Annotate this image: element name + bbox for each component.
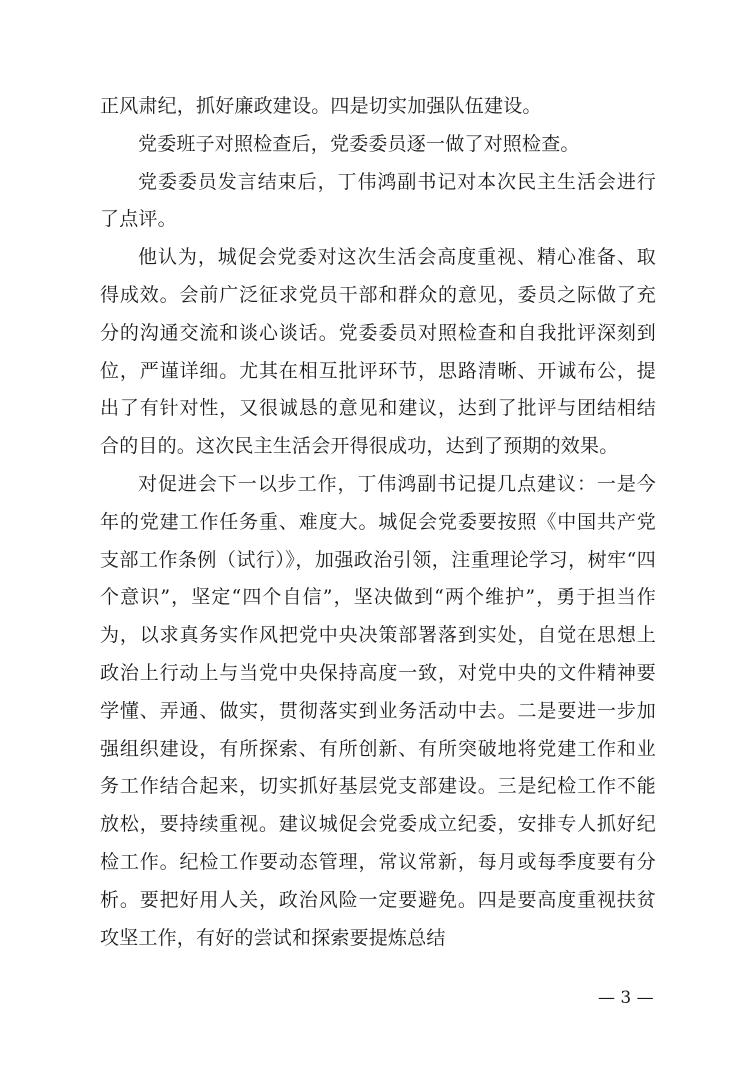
paragraph-2: 党委班子对照检查后，党委委员逐一做了对照检查。 xyxy=(138,132,580,155)
paragraph-4: 他认为，城促会党委对这次生活会高度重视、精心准备、取得成效。会前广泛征求党员干部和群众的意见，委员之际做了充分的沟通交流和谈心谈话。党委委员对照检查和自我批评深刻到位，严谨详细。尤其在相互批评环节，思路清晰、开诚布公，提出了有针对性，又很诚恳的意见和建议，达到了批评与团结相结合的目的。这次民主生活会开得很成功，达到了预期的效果。 xyxy=(100,246,656,458)
paragraph-5: 对促进会下一以步工作，丁伟鸿副书记提几点建议：一是今年的党建工作任务重、难度大。城促会党委要按照《中国共产党支部工作条例（试行）》，加强政治引领，注重理论学习，树牢“四个意识”，坚定“四个自信”，坚决做到“两个维护”，勇于担当作为，以求真务实作风把党中央决策部署落到实处，自觉在思想上政治上行动上与当党中央保持高度一致，对党中央的文件精神要学懂、弄通、做实，贯彻落实到业务活动中去。二是要进一步加强组织建设，有所探索、有所创新、有所突破地将党建工作和业务工作结合起来，切实抓好基层党支部建设。三是纪检工作不能放松，要持续重视。建议城促会党委成立纪委，安排专人抓好纪检工作。纪检工作要动态管理，常议常新，每月或每季度要有分析。要把好用人关，政治风险一定要避免。四是要高度重视扶贫攻坚工作，有好的尝试和探索要提炼总结 xyxy=(100,472,656,949)
paragraph-1: 正风肃纪，抓好廉政建设。四是切实加强队伍建设。 xyxy=(100,95,542,117)
page-number: — 3 — xyxy=(598,988,654,1008)
paragraph-3: 党委委员发言结束后，丁伟鸿副书记对本次民主生活会进行了点评。 xyxy=(100,170,656,231)
document-body xyxy=(100,88,656,957)
